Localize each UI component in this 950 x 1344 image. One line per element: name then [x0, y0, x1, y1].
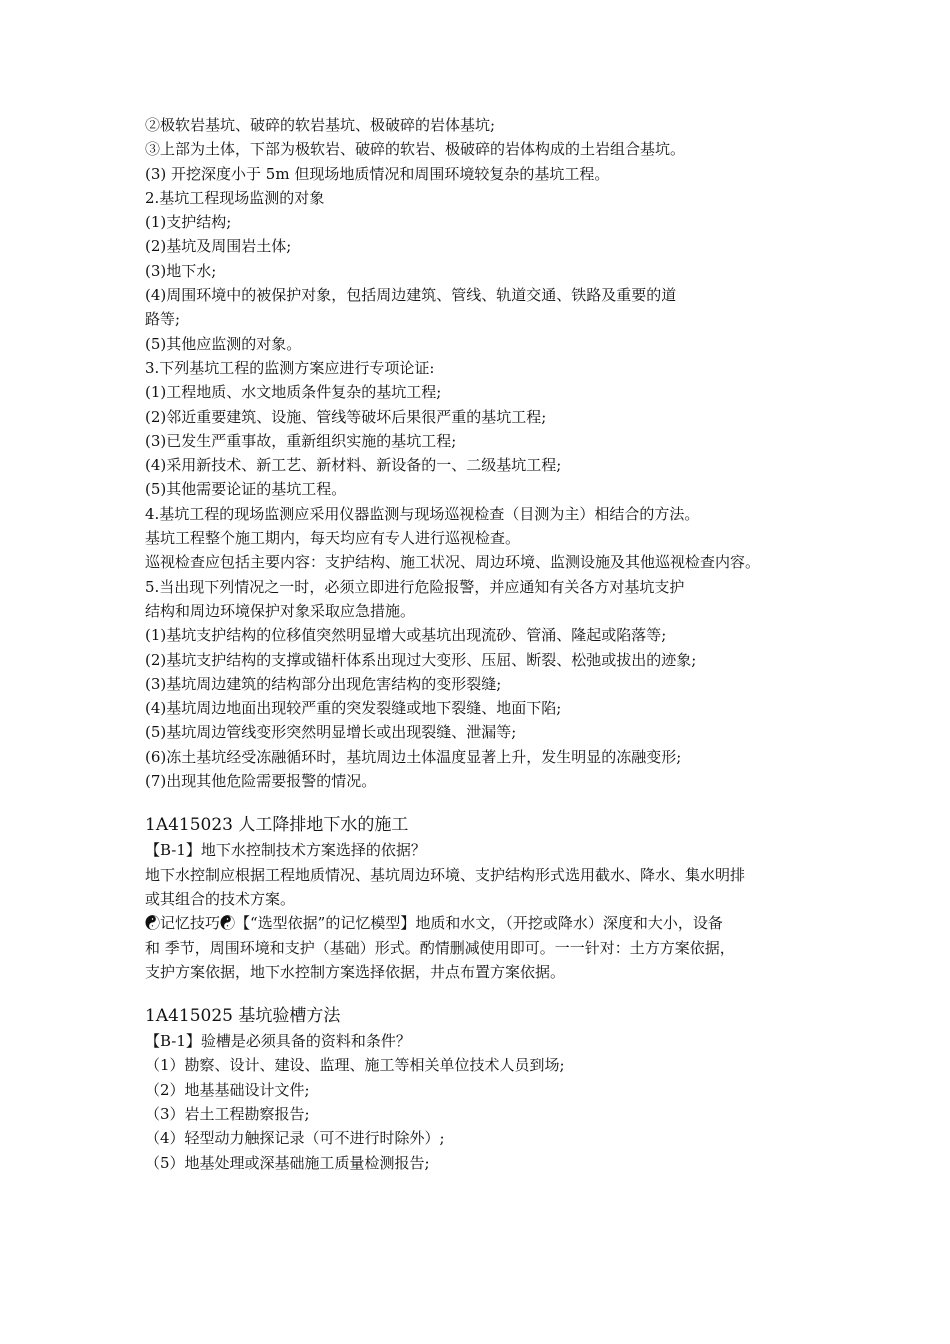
text-line: (3)基坑周边建筑的结构部分出现危害结构的变形裂缝;	[145, 674, 502, 693]
text-line: ③上部为土体，下部为极软岩、破碎的软岩、极破碎的岩体构成的土岩组合基坑。	[145, 140, 686, 159]
section-heading: 1A415023 人工降排地下水的施工	[145, 815, 409, 836]
text-line: 和 季节，周围环境和支护（基础）形式。酌情删减使用即可。一一针对：土方方案依据，	[145, 938, 735, 957]
text-line: 结构和周边环境保护对象采取应急措施。	[145, 601, 416, 620]
text-line: (1)基坑支护结构的位移值突然明显增大或基坑出现流砂、管涌、隆起或陷落等;	[145, 626, 667, 645]
text-line: (3)地下水;	[145, 261, 217, 280]
text-line: 巡视检查应包括主要内容：支护结构、施工状况、周边环境、监测设施及其他巡视检查内容。	[145, 553, 761, 572]
text-line: (2)邻近重要建筑、设施、管线等破坏后果很严重的基坑工程;	[145, 407, 547, 426]
text-line: 5.当出现下列情况之一时，必须立即进行危险报警，并应通知有关各方对基坑支护	[145, 577, 685, 596]
text-line: (5)其他需要论证的基坑工程。	[145, 480, 347, 499]
text-line: (2)基坑支护结构的支撑或锚杆体系出现过大变形、压屈、断裂、松弛或拔出的迹象;	[145, 650, 697, 669]
section-trench-inspection	[145, 1003, 935, 1175]
text-line: (5)基坑周边管线变形突然明显增长或出现裂缝、泄漏等;	[145, 723, 517, 742]
document-page	[145, 113, 935, 1175]
text-line: (3) 开挖深度小于 5m 但现场地质情况和周围环境较复杂的基坑工程。	[145, 164, 610, 183]
text-line: (6)冻土基坑经受冻融循环时，基坑周边土体温度显著上升，发生明显的冻融变形;	[145, 747, 682, 766]
section-dewatering	[145, 812, 935, 984]
text-line: 【B-1】地下水控制技术方案选择的依据？	[145, 841, 426, 860]
text-line: ②极软岩基坑、破碎的软岩基坑、极破碎的岩体基坑;	[145, 116, 496, 134]
text-line: (3)已发生严重事故，重新组织实施的基坑工程;	[145, 431, 457, 450]
text-line: （3）岩土工程勘察报告;	[145, 1104, 310, 1123]
text-line: ☯记忆技巧☯【“选型依据”的记忆模型】地质和水文，（开挖或降水）深度和大小，设备	[145, 914, 723, 933]
text-line: (7)出现其他危险需要报警的情况。	[145, 772, 377, 791]
text-line: (2)基坑及周围岩土体;	[145, 237, 292, 256]
text-line: 4.基坑工程的现场监测应采用仪器监测与现场巡视检查（目测为主）相结合的方法。	[145, 504, 700, 523]
section-heading: 1A415025 基坑验槽方法	[145, 1006, 341, 1027]
text-line: 【B-1】验槽是必须具备的资料和条件？	[145, 1032, 411, 1051]
section-monitoring	[145, 113, 935, 793]
text-line: 或其组合的技术方案。	[145, 889, 296, 908]
text-line: (1)工程地质、水文地质条件复杂的基坑工程;	[145, 383, 442, 402]
text-line: (4)采用新技术、新工艺、新材料、新设备的一、二级基坑工程;	[145, 456, 562, 475]
text-line: (4)周围环境中的被保护对象，包括周边建筑、管线、轨道交通、铁路及重要的道	[145, 286, 677, 305]
text-line: （1）勘察、设计、建设、监理、施工等相关单位技术人员到场;	[145, 1056, 565, 1075]
text-line: 路等;	[145, 310, 181, 329]
text-line: 支护方案依据，地下水控制方案选择依据，井点布置方案依据。	[145, 962, 566, 981]
text-line: 2.基坑工程现场监测的对象	[145, 188, 325, 207]
text-line: (5)其他应监测的对象。	[145, 334, 302, 353]
text-line: 基坑工程整个施工期内，每天均应有专人进行巡视检查。	[145, 529, 521, 548]
text-line: 地下水控制应根据工程地质情况、基坑周边环境、支护结构形式选用截水、降水、集水明排	[145, 865, 746, 884]
text-line: (4)基坑周边地面出现较严重的突发裂缝或地下裂缝、地面下陷;	[145, 699, 562, 718]
text-line: 3.下列基坑工程的监测方案应进行专项论证:	[145, 358, 435, 377]
text-line: (1)支护结构;	[145, 213, 232, 232]
text-line: （2）地基基础设计文件;	[145, 1080, 310, 1099]
text-line: （4）轻型动力触探记录（可不进行时除外）;	[145, 1129, 445, 1148]
text-line: （5）地基处理或深基础施工质量检测报告;	[145, 1153, 430, 1172]
